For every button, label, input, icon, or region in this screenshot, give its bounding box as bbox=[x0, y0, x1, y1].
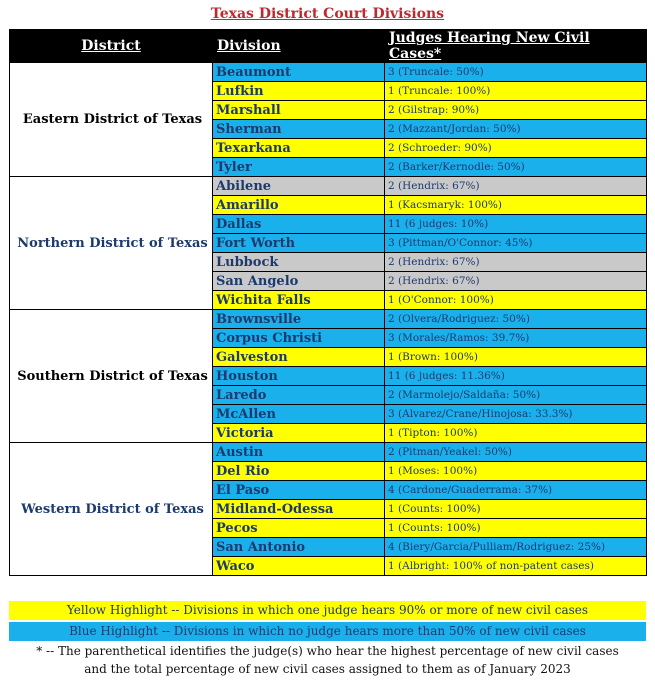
judges-info: 2 (Hendrix: 67%) bbox=[385, 272, 647, 291]
division-name: Galveston bbox=[213, 348, 385, 367]
table-row bbox=[10, 443, 647, 462]
division-name: Sherman bbox=[213, 120, 385, 139]
division-name: Abilene bbox=[213, 177, 385, 196]
division-name: McAllen bbox=[213, 405, 385, 424]
judges-info: 1 (Counts: 100%) bbox=[385, 500, 647, 519]
header-judges: Judges Hearing New Civil Cases* bbox=[385, 30, 647, 63]
district-name: Southern District of Texas bbox=[10, 310, 213, 443]
division-name: Fort Worth bbox=[213, 234, 385, 253]
table-row bbox=[10, 177, 647, 196]
page-title: Texas District Court Divisions bbox=[210, 6, 445, 22]
division-name: San Angelo bbox=[213, 272, 385, 291]
judges-info: 11 (6 judges: 11.36%) bbox=[385, 367, 647, 386]
judges-info: 1 (Kacsmaryk: 100%) bbox=[385, 196, 647, 215]
division-name: Lufkin bbox=[213, 82, 385, 101]
district-name: Western District of Texas bbox=[10, 443, 213, 576]
judges-info: 1 (Truncale: 100%) bbox=[385, 82, 647, 101]
judges-info: 3 (Pittman/O'Connor: 45%) bbox=[385, 234, 647, 253]
division-name: Corpus Christi bbox=[213, 329, 385, 348]
judges-info: 3 (Truncale: 50%) bbox=[385, 63, 647, 82]
judges-info: 1 (Tipton: 100%) bbox=[385, 424, 647, 443]
district-name: Northern District of Texas bbox=[10, 177, 213, 310]
division-name: Wichita Falls bbox=[213, 291, 385, 310]
division-name: Beaumont bbox=[213, 63, 385, 82]
judges-info: 4 (Biery/Garcia/Pulliam/Rodriguez: 25%) bbox=[385, 538, 647, 557]
table-row bbox=[10, 310, 647, 329]
footnote-line-1: * -- The parenthetical identifies the judge(s) who hear the highest percentage of new civil cases bbox=[36, 644, 619, 658]
division-name: Pecos bbox=[213, 519, 385, 538]
judges-info: 4 (Cardone/Guaderrama: 37%) bbox=[385, 481, 647, 500]
division-name: Laredo bbox=[213, 386, 385, 405]
division-name: Texarkana bbox=[213, 139, 385, 158]
division-name: Midland-Odessa bbox=[213, 500, 385, 519]
division-name: Austin bbox=[213, 443, 385, 462]
header-division: Division bbox=[213, 30, 385, 63]
table-header-row bbox=[10, 30, 647, 63]
judges-info: 2 (Schroeder: 90%) bbox=[385, 139, 647, 158]
judges-info: 1 (Albright: 100% of non-patent cases) bbox=[385, 557, 647, 576]
judges-info: 2 (Hendrix: 67%) bbox=[385, 177, 647, 196]
judges-info: 1 (Brown: 100%) bbox=[385, 348, 647, 367]
legend-yellow: Yellow Highlight -- Divisions in which one judge hears 90% or more of new civil cases bbox=[9, 601, 646, 620]
division-name: Tyler bbox=[213, 158, 385, 177]
judges-info: 2 (Gilstrap: 90%) bbox=[385, 101, 647, 120]
division-name: Amarillo bbox=[213, 196, 385, 215]
judges-info: 11 (6 judges: 10%) bbox=[385, 215, 647, 234]
table-body bbox=[10, 63, 647, 576]
division-name: Houston bbox=[213, 367, 385, 386]
division-name: Lubbock bbox=[213, 253, 385, 272]
judges-info: 2 (Mazzant/Jordan: 50%) bbox=[385, 120, 647, 139]
division-name: Dallas bbox=[213, 215, 385, 234]
division-name: El Paso bbox=[213, 481, 385, 500]
division-name: Victoria bbox=[213, 424, 385, 443]
judges-info: 1 (Moses: 100%) bbox=[385, 462, 647, 481]
judges-info: 1 (O'Connor: 100%) bbox=[385, 291, 647, 310]
judges-info: 1 (Counts: 100%) bbox=[385, 519, 647, 538]
judges-info: 2 (Marmolejo/Saldaña: 50%) bbox=[385, 386, 647, 405]
division-name: Brownsville bbox=[213, 310, 385, 329]
judges-info: 2 (Pitman/Yeakel: 50%) bbox=[385, 443, 647, 462]
district-name: Eastern District of Texas bbox=[10, 63, 213, 177]
division-name: Del Rio bbox=[213, 462, 385, 481]
header-district: District bbox=[10, 30, 213, 63]
judges-info: 2 (Hendrix: 67%) bbox=[385, 253, 647, 272]
judges-info: 2 (Olvera/Rodriguez: 50%) bbox=[385, 310, 647, 329]
judges-info: 3 (Morales/Ramos: 39.7%) bbox=[385, 329, 647, 348]
division-name: San Antonio bbox=[213, 538, 385, 557]
footnote-line-2: and the total percentage of new civil cases assigned to them as of January 2023 bbox=[84, 662, 571, 676]
judges-info: 3 (Alvarez/Crane/Hinojosa: 33.3%) bbox=[385, 405, 647, 424]
division-name: Waco bbox=[213, 557, 385, 576]
divisions-table bbox=[9, 29, 647, 576]
table-row bbox=[10, 63, 647, 82]
judges-info: 2 (Barker/Kernodle: 50%) bbox=[385, 158, 647, 177]
division-name: Marshall bbox=[213, 101, 385, 120]
legend-blue: Blue Highlight -- Divisions in which no judge hears more than 50% of new civil cases bbox=[9, 622, 646, 641]
